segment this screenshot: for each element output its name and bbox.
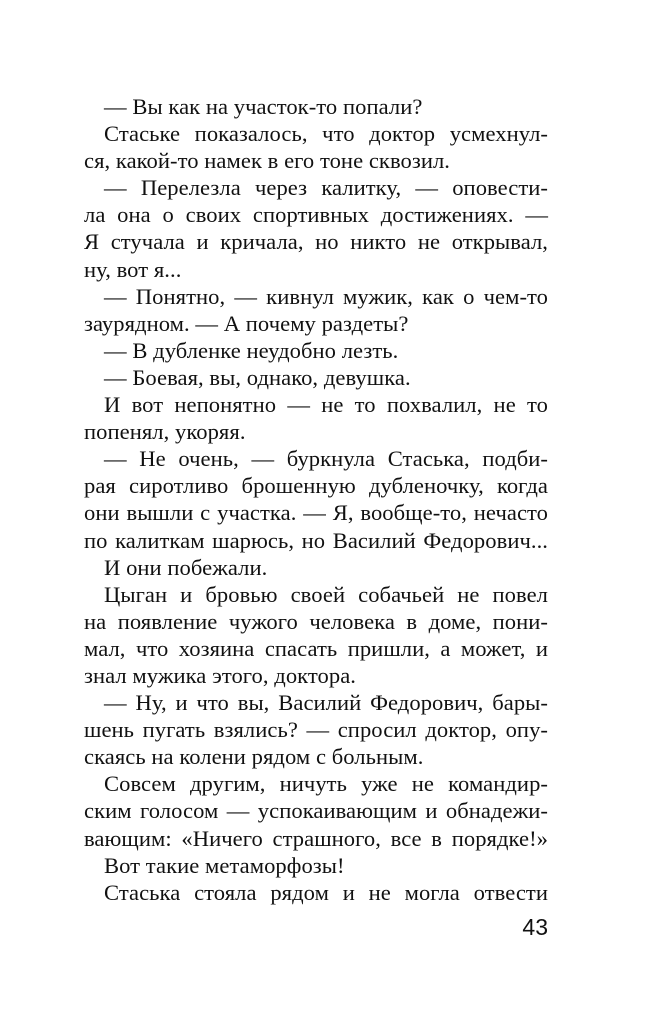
- text-line-29: Вот такие метаморфозы!: [104, 852, 345, 878]
- text-line-19: Цыган и бровью своей собачьей не повел: [104, 581, 548, 607]
- text-line-11: — Боевая, вы, однако, девушка.: [104, 364, 411, 390]
- text-line-5: ла она о своих спортивных достижениях. —: [84, 202, 548, 228]
- text-line-21: мал, что хозяина спасать пришли, а может, и: [84, 635, 548, 661]
- text-line-27: ским голосом — успокаивающим и обнадежи-: [84, 798, 548, 824]
- text-line-30: Стаська стояла рядом и не могла отвести: [104, 879, 548, 905]
- text-line-22: знал мужика этого, доктора.: [84, 662, 357, 688]
- text-line-8: — Понятно, — кивнул мужик, как о чем-то: [104, 283, 548, 309]
- text-line-15: рая сиротливо брошенную дубленочку, когда: [84, 473, 548, 499]
- text-line-24: шень пугать взялись? — спросил доктор, опу-: [84, 717, 548, 743]
- text-line-9: заурядном. — А почему раздеты?: [84, 310, 409, 336]
- text-line-20: на появление чужого человека в доме, пони-: [84, 608, 548, 634]
- text-line-6: Я стучала и кричала, но никто не открывал,: [84, 229, 548, 255]
- text-line-18: И они побежали.: [104, 554, 268, 580]
- text-line-16: они вышли с участка. — Я, вообще-то, нечасто: [84, 500, 548, 526]
- text-line-26: Совсем другим, ничуть уже не командир-: [104, 771, 548, 797]
- text-line-14: — Не очень, — буркнула Стаська, подби-: [104, 446, 548, 472]
- text-line-13: попенял, укоряя.: [84, 419, 246, 445]
- text-line-7: ну, вот я...: [84, 256, 182, 282]
- text-line-12: И вот непонятно — не то похвалил, не то: [104, 392, 548, 418]
- text-line-1: — Вы как на участок-то попали?: [104, 94, 423, 119]
- book-page-text: [84, 93, 548, 906]
- text-line-2: Стаське показалось, что доктор усмехнул-: [104, 121, 548, 147]
- page-number: 43: [522, 914, 548, 940]
- text-line-28: вающим: «Ничего страшного, все в порядке!»: [84, 825, 548, 851]
- text-line-3: ся, какой-то намек в его тоне сквозил.: [84, 148, 451, 174]
- text-line-23: — Ну, и что вы, Василий Федорович, бары-: [104, 690, 548, 716]
- text-line-4: — Перелезла через калитку, — оповести-: [104, 175, 548, 201]
- text-line-17: по калиткам шарюсь, но Василий Федорович...: [84, 527, 548, 553]
- text-line-10: — В дубленке неудобно лезть.: [104, 337, 399, 363]
- text-line-25: скаясь на колени рядом с больным.: [84, 744, 424, 770]
